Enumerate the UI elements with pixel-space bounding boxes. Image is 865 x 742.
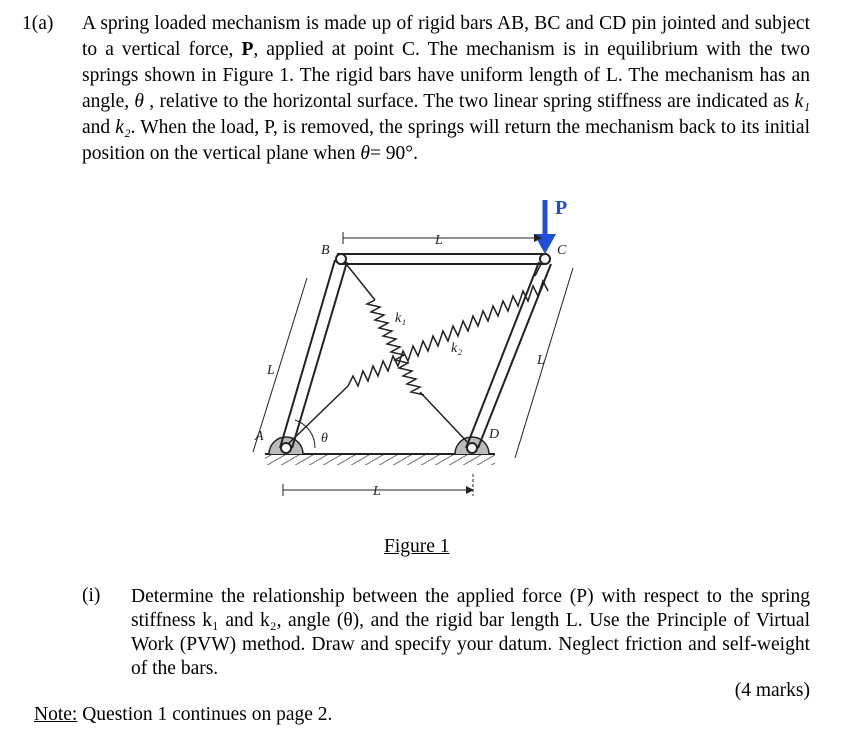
label-C: C bbox=[557, 243, 567, 258]
marks: (4 marks) bbox=[734, 680, 810, 701]
force-arrow-head bbox=[534, 234, 556, 254]
label-B: B bbox=[321, 243, 330, 258]
theta-symbol: θ bbox=[134, 91, 144, 112]
label-k1: k₁ bbox=[395, 311, 407, 326]
label-D: D bbox=[489, 427, 500, 442]
pin-D bbox=[467, 443, 477, 453]
note bbox=[34, 704, 332, 726]
question-number: 1(a) bbox=[22, 13, 54, 34]
label-L-right: L bbox=[537, 353, 545, 368]
text-seg: and bbox=[82, 117, 116, 138]
pin-C bbox=[540, 254, 550, 264]
note-text: Question 1 continues on page 2. bbox=[77, 704, 333, 725]
question-text bbox=[82, 11, 810, 167]
k2-symbol: k₂ bbox=[115, 117, 131, 138]
force-symbol: P bbox=[241, 39, 254, 60]
label-theta: θ bbox=[321, 431, 328, 446]
figure-caption: Figure 1 bbox=[384, 536, 450, 557]
subquestion-number: (i) bbox=[82, 585, 101, 606]
bar-BC bbox=[337, 254, 547, 264]
text-seg: = 90°. bbox=[369, 143, 418, 164]
label-L-left: L bbox=[267, 363, 275, 378]
label-k2: k₂ bbox=[451, 341, 463, 356]
pin-A bbox=[281, 443, 291, 453]
pin-B bbox=[336, 254, 346, 264]
text-seg: , relative to the horizontal surface. The two linear spring stiffness are indicated as bbox=[144, 91, 795, 112]
note-label: Note: bbox=[34, 704, 78, 725]
theta-symbol: θ bbox=[360, 143, 370, 164]
force-label: P bbox=[555, 197, 568, 219]
label-A: A bbox=[255, 429, 264, 444]
text-seg: , applied at point C. The mechanism is in equilibrium with the two springs shown in Figure 1. The rigid bars have uniform length of L. The mechanism has an angle, bbox=[82, 39, 810, 112]
text-seg: . When the load, P, is removed, the springs will return the mechanism back to its initial position on the vertical plane when bbox=[82, 117, 810, 164]
ground-hatch bbox=[265, 454, 495, 465]
label-L-top: L bbox=[435, 233, 443, 248]
figure-1-diagram bbox=[225, 190, 645, 530]
text-seg: A spring loaded mechanism is made up of rigid bars AB, BC and CD pin jointed and subject to a vertical force, bbox=[82, 13, 810, 60]
subquestion-text: Determine the relationship between the applied force (P) with respect to the spring stiffness k₁ and k₂, angle (θ), and the rigid bar length L. Use the Principle of Virtual Work (PVW) method. Draw and specify your datum. Neglect friction and self-weight of the bars. bbox=[131, 586, 810, 679]
spring-k1 bbox=[286, 260, 548, 446]
k1-symbol: k₁ bbox=[794, 91, 810, 112]
label-L-bottom: L bbox=[373, 484, 381, 499]
